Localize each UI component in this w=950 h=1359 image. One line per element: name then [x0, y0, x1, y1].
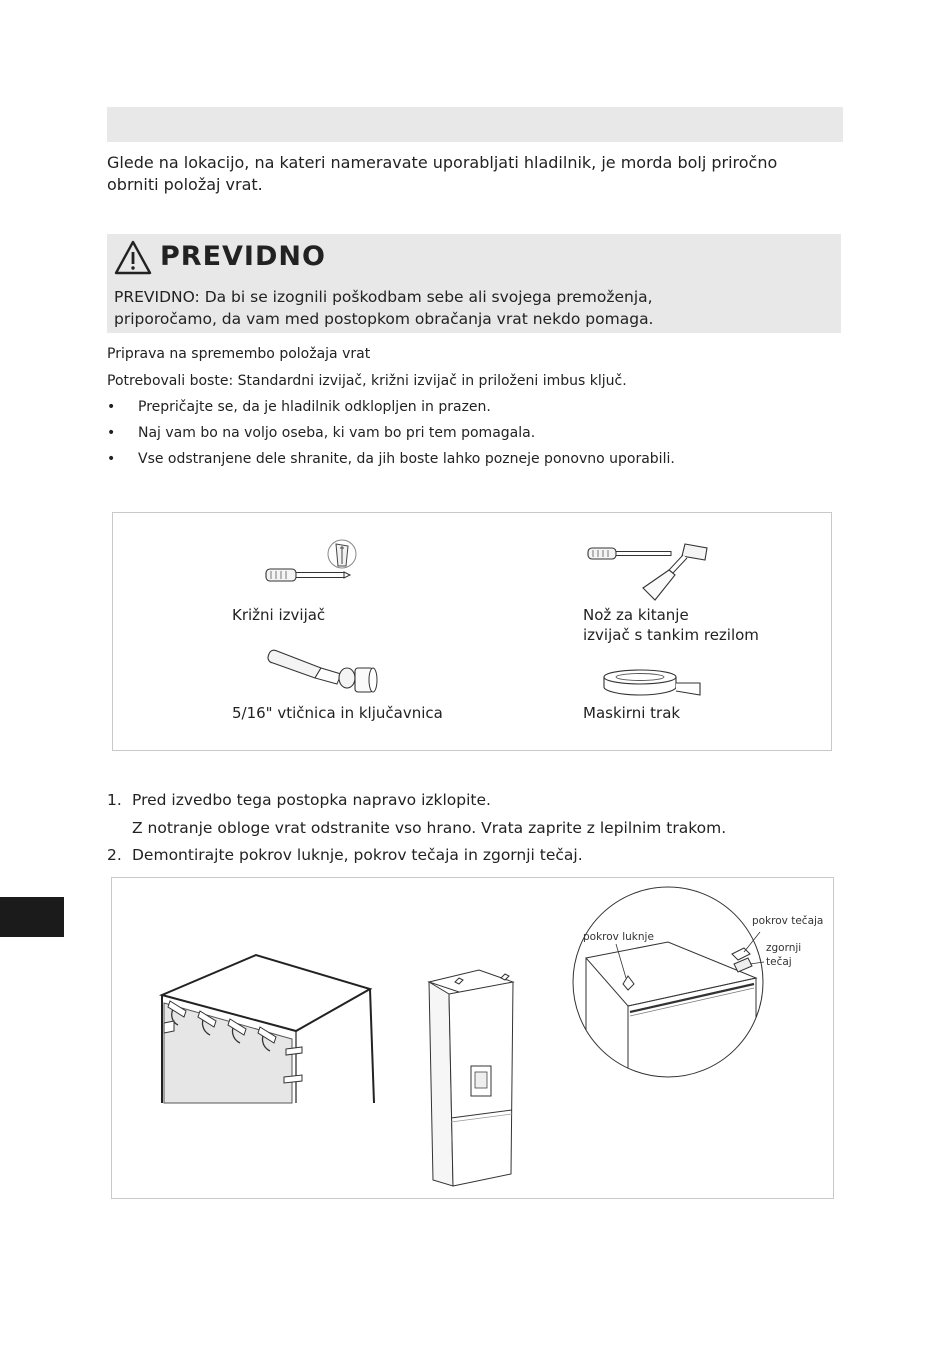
socket-wrench-icon	[265, 648, 385, 696]
putty-knife-label-2: izvijač s tankim rezilom	[583, 626, 759, 644]
bullet: •	[107, 451, 116, 467]
phillips-screwdriver-icon	[262, 536, 362, 586]
hinge-detail-circle-illustration	[568, 882, 768, 1082]
intro-line-1: Glede na lokacijo, na kateri nameravate uporabljati hladilnik, je morda bolj priročno	[107, 153, 778, 172]
taped-fridge-top-illustration	[156, 953, 381, 1108]
caution-text	[114, 286, 839, 330]
masking-tape-label: Maskirni trak	[583, 704, 681, 722]
bullet: •	[107, 399, 116, 415]
putty-knife-icon	[585, 542, 715, 604]
putty-knife-label-1: Nož za kitanje	[583, 606, 689, 624]
list-item: • Prepričajte se, da je hladilnik odklopljen in prazen.	[107, 399, 491, 415]
hole-cover-label: pokrov luknje	[583, 931, 654, 943]
step-number: 1.	[107, 791, 122, 809]
bullet: •	[107, 425, 116, 441]
caution-line-1: PREVIDNO: Da bi se izognili poškodbam sebe ali svojega premoženja,	[114, 288, 653, 306]
caution-line-2: priporočamo, da vam med postopkom obračanja vrat nekdo pomaga.	[114, 310, 654, 328]
socket-label: 5/16" vtičnica in ključavnica	[232, 704, 443, 722]
section-header-bar	[107, 107, 843, 142]
caution-title: PREVIDNO	[160, 241, 326, 272]
hinge-cover-label: pokrov tečaja	[752, 915, 824, 927]
step-subtext: Z notranje obloge vrat odstranite vso hrano. Vrata zaprite z lepilnim trakom.	[132, 819, 727, 837]
fridge-illustration	[425, 968, 517, 1190]
preparation-heading: Priprava na spremembo položaja vrat	[107, 346, 371, 362]
upper-hinge-label-2: tečaj	[766, 956, 792, 968]
intro-line-2: obrniti položaj vrat.	[107, 175, 263, 194]
step-number: 2.	[107, 846, 122, 864]
step-text: Demontirajte pokrov luknje, pokrov tečaja in zgornji tečaj.	[132, 846, 583, 864]
masking-tape-icon	[600, 668, 704, 698]
warning-triangle-icon	[114, 240, 152, 276]
upper-hinge-label-1: zgornji	[766, 942, 802, 954]
step-text: Pred izvedbo tega postopka napravo izklopite.	[132, 791, 491, 809]
tools-needed-text: Potrebovali boste: Standardni izvijač, križni izvijač in priloženi imbus ključ.	[107, 373, 627, 389]
list-item: • Naj vam bo na voljo oseba, ki vam bo pri tem pomagala.	[107, 425, 536, 441]
side-tab-marker	[0, 897, 64, 937]
preparation-list	[107, 398, 675, 476]
list-item: • Vse odstranjene dele shranite, da jih boste lahko pozneje ponovno uporabili.	[107, 451, 675, 467]
phillips-label: Križni izvijač	[232, 606, 326, 624]
intro-paragraph	[107, 152, 847, 196]
